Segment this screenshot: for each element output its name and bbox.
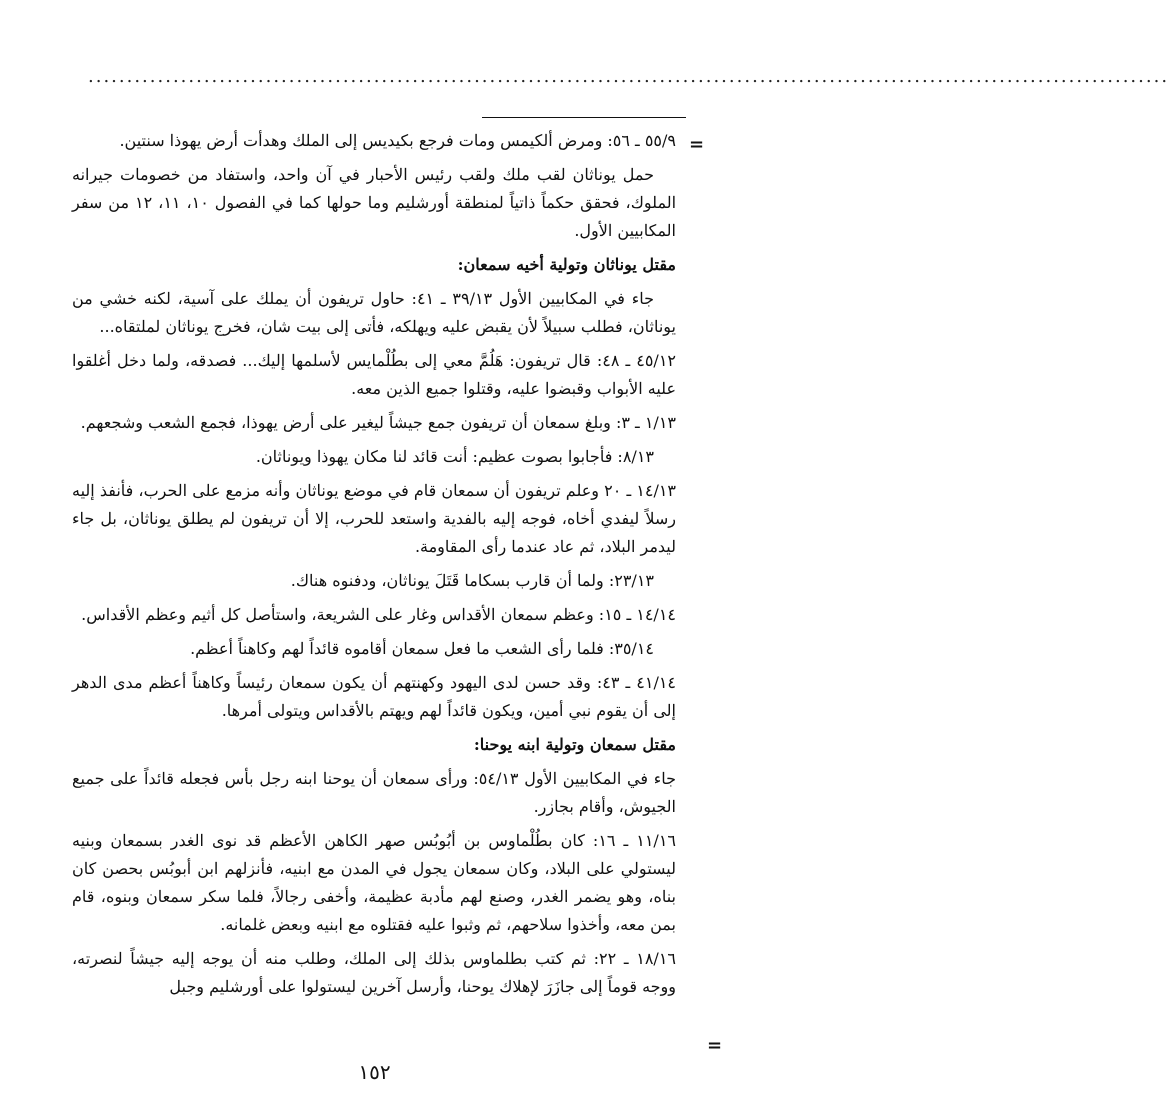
paragraph-12: جاء في المكابيين الأول ٥٤/١٣: ورأى سمعان أن يوحنا ابنه رجل بأس فجعله قائداً على جميع الجيوش، وأقام بجازر. (72, 769, 676, 816)
paragraph-8: ٢٣/١٣: ولما أن قارب بسكاما قَتَلَ يوناثان، ودفنوه هناك. (290, 571, 654, 590)
section-heading-2: مقتل سمعان وتولية ابنه يوحنا: (473, 735, 676, 754)
dotted-separator: ............................................................................................................................................ (88, 66, 1169, 87)
paragraph-3: جاء في المكابيين الأول ٣٩/١٣ ـ ٤١: حاول تريفون أن يملك على آسية، لكنه خشي من يوناثان، فطلب سبيلاً لأن يقبض عليه ويهلكه، فأتى إلى بيت شان، فخرج يوناثان لملتقاه... (72, 289, 676, 336)
paragraph-11: ٤١/١٤ ـ ٤٣: وقد حسن لدى اليهود وكهنتهم أن يكون سمعان رئيساً وكاهناً أعظم مدى الدهر إلى أن يقوم نبي أمين، ويكون قائداً لهم ويهتم بالأقداس ويتولى أمرها. (72, 673, 677, 720)
paragraph-1: ٥٥/٩ ـ ٥٦: ومرض ألكيمس ومات فرجع بكيديس إلى الملك وهدأت أرض يهوذا سنتين. (119, 131, 676, 150)
section-heading-1: مقتل يوناثان وتولية أخيه سمعان: (457, 255, 676, 274)
paragraph-14: ١٨/١٦ ـ ٢٢: ثم كتب بطلماوس بذلك إلى الملك، وطلب منه أن يوجه إليه جيشاً لنصرته، ووجه قوماً إلى جازَرَ لإهلاك يوحنا، وأرسل آخرين ليستولوا على أورشليم وجبل (72, 949, 676, 996)
paragraph-4: ٤٥/١٢ ـ ٤٨: قال تريفون: هَلُمَّ معي إلى بطُلْمايس لأسلمها إليك... فصدقه، ولما دخل أغلقوا عليه الأبواب وقبضوا عليه، وقتلوا جميع الذين معه. (72, 351, 676, 398)
paragraph-5: ١/١٣ ـ ٣: وبلغ سمعان أن تريفون جمع جيشاً ليغير على أرض يهوذا، فجمع الشعب وشجعهم. (80, 413, 676, 432)
body-text (72, 127, 676, 1007)
paragraph-7: ١٤/١٣ ـ ٢٠ وعلم تريفون أن سمعان قام في موضع يوناثان وأنه مزمع على الحرب، فأنفذ إليه رسلاً ليفدي أخاه، فوجه إليه بالفدية واستعد للحرب، إلا أن تريفون لم يطلق يوناثان، بل جاء ليدمر البلاد، ثم عاد عندما رأى المقاومة. (72, 481, 677, 556)
continuation-mark-bottom: = (707, 1035, 723, 1056)
continuation-mark-top: = (689, 134, 705, 155)
page-number: ١٥٢ (358, 1060, 391, 1084)
paragraph-9: ١٤/١٤ ـ ١٥: وعظم سمعان الأقداس وغار على الشريعة، واستأصل كل أثيم وعظم الأقداس. (81, 605, 676, 624)
footnote-rule (482, 117, 686, 118)
paragraph-2: حمل يوناثان لقب ملك ولقب رئيس الأحبار في آن واحد، واستفاد من خصومات جيرانه الملوك، فحقق حكماً ذاتياً لمنطقة أورشليم وما حولها كما في الفصول ١٠، ١١، ١٢ من سفر المكابيين الأول. (72, 165, 677, 240)
paragraph-13: ١١/١٦ ـ ١٦: كان بطُلْماوس بن أبُوبُس صهر الكاهن الأعظم قد نوى الغدر بسمعان وبنيه ليستولي على البلاد، وكان سمعان يجول في المدن مع ابنيه، فأنزلهم ابن أبوبُس بحصن كان بناه، وهو يضمر الغدر، وصنع لهم مأدبة عظيمة، وأخفى رجالاً، فلما سكر سمعان وبنوه، قام بمن معه، وأخذوا سلاحهم، ثم وثبوا عليه فقتلوه مع ابنيه وبعض غلمانه. (72, 831, 676, 934)
paragraph-10: ٣٥/١٤: فلما رأى الشعب ما فعل سمعان أقاموه قائداً لهم وكاهناً أعظم. (190, 639, 654, 658)
paragraph-6: ٨/١٣: فأجابوا بصوت عظيم: أنت قائد لنا مكان يهوذا ويوناثان. (255, 447, 654, 466)
